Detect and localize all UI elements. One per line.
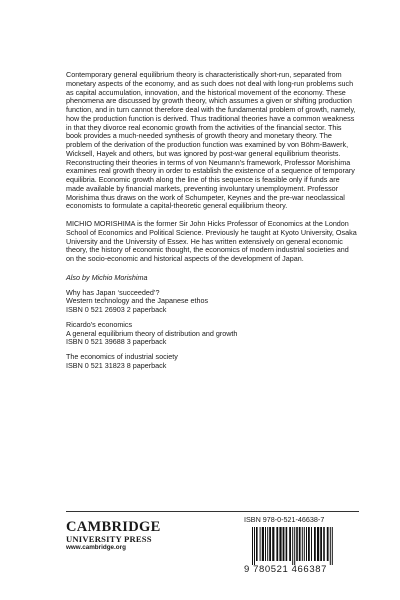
book-isbn: ISBN 0 521 26903 2 paperback: [66, 305, 167, 314]
barcode-bar: [314, 527, 316, 561]
barcode-icon: [244, 527, 362, 565]
barcode-bar: [332, 527, 333, 565]
barcode-bar: [302, 527, 303, 561]
book-isbn: ISBN 0 521 39688 3 paperback: [66, 337, 167, 347]
book-title: Ricardo's economics: [66, 319, 133, 329]
publisher-name: CAMBRIDGE: [66, 519, 161, 535]
barcode-bar: [265, 527, 266, 561]
barcode-bar: [272, 527, 274, 561]
cover-text: [66, 71, 358, 371]
barcode-bar: [304, 527, 305, 561]
isbn-block: [244, 515, 362, 575]
barcode-bar: [327, 527, 329, 561]
also-by-heading: Also by Michio Morishima: [66, 272, 148, 282]
barcode-bar: [299, 527, 301, 561]
barcode-bar: [252, 527, 253, 565]
barcode-bar: [320, 527, 322, 561]
barcode-bar: [283, 527, 285, 561]
barcode-bar: [286, 527, 288, 561]
barcode-bar: [269, 527, 271, 561]
divider-line: [66, 511, 359, 512]
author-bio: MICHIO MORISHIMA is the former Sir John Hicks Professor of Economics at the London School of Economics and Political Science. Previously he taught at Kyoto University, Osaka University and the University of Essex. He has written extensively on general economic theory, the history of economic thought, the economics of modern industrial societies and on the socio-economic and historical aspects of the development of Japan.: [66, 219, 357, 263]
book-title: Why has Japan ‘succeeded’?: [66, 287, 160, 297]
book-isbn: ISBN 0 521 31823 8 paperback: [66, 360, 167, 370]
barcode-bar: [294, 527, 295, 565]
barcode-bar: [323, 527, 325, 561]
also-by-book: [66, 321, 358, 347]
book-subtitle: Western technology and the Japanese ethos: [66, 296, 209, 306]
publisher-logo: [66, 520, 196, 552]
barcode-bar: [260, 527, 261, 561]
book-title: The economics of industrial society: [66, 352, 178, 361]
barcode-bar: [279, 527, 281, 561]
barcode-bar: [262, 527, 264, 561]
barcode-bar: [254, 527, 255, 565]
barcode-bar: [267, 527, 268, 561]
barcode-digits: 9 780521 466387: [244, 564, 327, 575]
barcode-bar: [330, 527, 331, 565]
publisher-press: UNIVERSITY PRESS: [66, 534, 152, 544]
book-subtitle: A general equilibrium theory of distribution and growth: [66, 328, 238, 338]
barcode-bar: [308, 527, 310, 561]
isbn-text: ISBN 978-0-521-46638-7: [244, 515, 325, 524]
also-by-book: [66, 353, 358, 371]
barcode-bar: [256, 527, 258, 561]
also-by-book: [66, 289, 358, 315]
book-blurb: Contemporary general equilibrium theory is characteristically short-run, separated from monetary aspects of the economy, and as such does not deal with long-run problems such as capital accumulation, innovation, and the historical movement of the economy. These phenomena are discussed by growth theory, which assumes a given or shifting production function, and in turn cannot therefore deal with the fundamental problem of growth, namely, how the production function is derived. Thus traditional theories have a common weakness in that they divorce real economic growth from the activities of the financial sector. This book provides a much-needed synthesis of growth theory and monetary theory. The problem of the derivation of the production function was examined by von Böhm-Bawerk, Wicksell, Hayek and others, but was ignored by post-war general equilibrium theorists. Reconstructing their theories in terms of von Neumann's framework, Professor Morishima examines real growth theory in order to establish the existence of a sequence of temporary equilibria. Economic growth along the line of this sequence is feasible only if funds are made available by financial markets, preventing involuntary unemployment. Professor Morishima thus draws on the work of Schumpeter, Keynes and the pre-war neoclassical economists to formulate a capital-theoretic general equilibrium theory.: [66, 70, 356, 211]
barcode-bar: [296, 527, 298, 561]
barcode-bar: [306, 527, 307, 561]
barcode-bar: [311, 527, 312, 561]
barcode-bar: [276, 527, 278, 561]
barcode-bar: [317, 527, 319, 561]
barcode-bar: [289, 527, 291, 561]
publisher-url: www.cambridge.org: [66, 544, 126, 551]
barcode-bar: [292, 527, 293, 565]
